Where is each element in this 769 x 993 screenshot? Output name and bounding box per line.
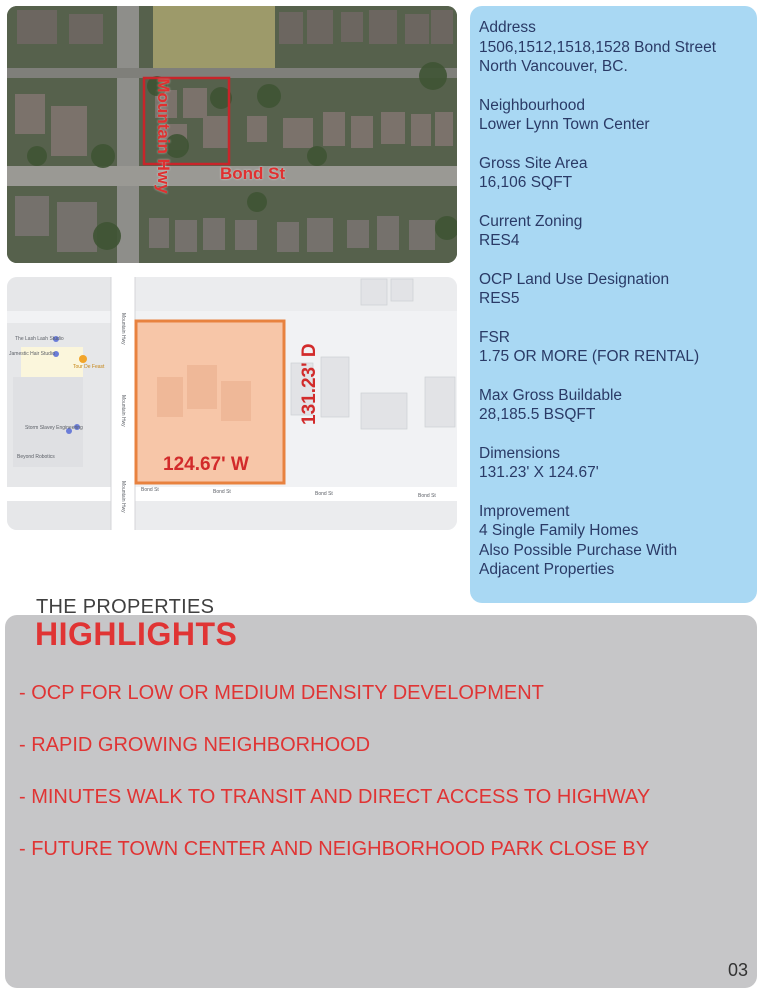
info-label: Improvement [479,502,570,520]
info-value: Lower Lynn Town Center [479,116,650,133]
info-fsr [479,328,748,367]
map-highway-label: Mountain Hwy [120,313,126,345]
map-business-label: Beyond Robotics [17,454,55,460]
info-value: Also Possible Purchase With [479,541,678,559]
info-value: Adjacent Properties [479,561,615,578]
info-value: 16,106 SQFT [479,174,573,191]
highlight-item: - RAPID GROWING NEIGHBORHOOD [19,734,371,756]
map-highway-label: Mountain Hwy [120,395,126,427]
site-depth-label: 131.23' D [299,343,320,425]
info-improvement [479,502,748,580]
info-label: FSR [479,328,510,346]
section-subtitle: THE PROPERTIES [36,596,215,618]
highlight-item: - FUTURE TOWN CENTER AND NEIGHBORHOOD PARK CLOSE BY [19,838,650,860]
info-current-zoning [479,212,748,251]
highlight-item: - MINUTES WALK TO TRANSIT AND DIRECT ACCESS TO HIGHWAY [19,786,651,808]
aerial-highway-label: Mountain Hwy [154,78,173,194]
info-gross-site-area [479,154,748,193]
highlights-list [19,681,650,889]
map-street-label: Bond St [418,493,436,499]
aerial-street-label: Bond St [220,164,286,183]
info-label: Neighbourhood [479,96,586,114]
info-value: 131.23' X 124.67' [479,464,599,481]
site-width-label: 124.67' W [163,454,249,475]
info-value: 1506,1512,1518,1528 Bond Street [479,38,717,56]
site-map [7,277,457,530]
info-value: North Vancouver, BC. [479,58,628,75]
map-business-label: Storm Slavey Engineering [25,425,83,431]
highlight-item: - OCP FOR LOW OR MEDIUM DENSITY DEVELOPMENT [19,682,544,704]
info-address [479,18,748,77]
info-neighbourhood [479,96,748,135]
info-label: Address [479,19,536,36]
map-street-label: Bond St [141,487,159,493]
map-street-label: Bond St [315,491,333,497]
info-label: Max Gross Buildable [479,386,623,404]
aerial-photo [7,6,457,263]
map-business-label: Tour De Feast [73,364,105,370]
info-value: RES5 [479,290,520,307]
info-ocp-land-use [479,270,748,309]
site-map-image [7,277,457,530]
info-label: OCP Land Use Designation [479,270,670,288]
map-business-label: The Lash Lash Studio [15,336,64,342]
page-number: 03 [727,960,748,980]
info-value: 28,185.5 BSQFT [479,406,596,423]
info-dimensions [479,444,748,483]
map-business-label: Jamestic Hair Studio [9,351,55,357]
info-value: 1.75 OR MORE (FOR RENTAL) [479,348,700,365]
map-highway-label: Mountain Hwy [120,481,126,513]
section-title: HIGHLIGHTS [35,616,238,652]
info-label: Dimensions [479,444,560,462]
property-info-panel [470,6,757,603]
highlights-panel [5,615,757,988]
aerial-photo-image [7,6,457,263]
info-max-gross-buildable [479,386,748,425]
info-value: 4 Single Family Homes [479,522,639,539]
info-value: RES4 [479,232,520,249]
info-label: Gross Site Area [479,154,588,172]
info-label: Current Zoning [479,212,583,230]
map-street-label: Bond St [213,489,231,495]
